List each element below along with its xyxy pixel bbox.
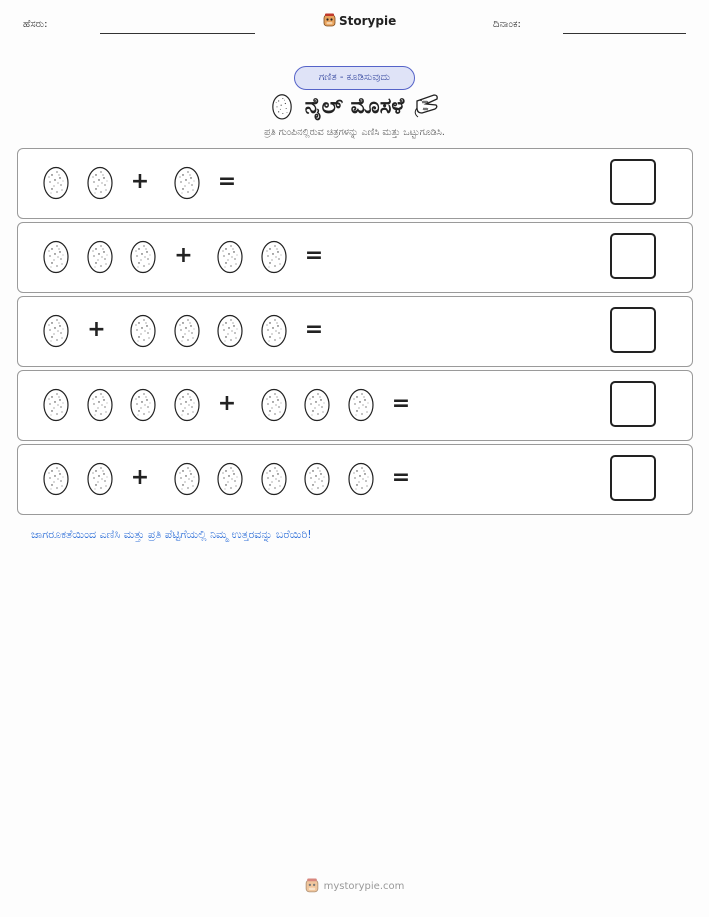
egg-icon: [173, 164, 201, 200]
egg-icon: [42, 164, 70, 200]
problem-row: [17, 148, 693, 219]
egg-icon: [42, 460, 70, 496]
egg-icon: [260, 460, 288, 496]
equals-sign: =: [304, 317, 324, 342]
egg-icon: [303, 386, 331, 422]
plus-sign: +: [174, 243, 193, 268]
egg-icon: [216, 312, 244, 348]
problem-row: [17, 444, 693, 515]
mascot-icon: [323, 13, 336, 28]
date-label: ದಿನಾಂಕ:: [493, 19, 521, 30]
egg-icon: [86, 238, 114, 274]
egg-icon: [42, 312, 70, 348]
egg-icon: [86, 386, 114, 422]
egg-icon: [260, 238, 288, 274]
egg-icon: [173, 386, 201, 422]
egg-icon: [42, 386, 70, 422]
egg-icon: [129, 386, 157, 422]
brand-name: Storypie: [339, 13, 397, 28]
egg-icon: [347, 460, 375, 496]
answer-box[interactable]: [610, 307, 656, 353]
brand-logo: [323, 13, 396, 28]
egg-icon: [347, 386, 375, 422]
egg-icon: [173, 460, 201, 496]
crocodile-head-icon: [414, 91, 440, 121]
plus-sign: +: [130, 169, 150, 194]
plus-sign: +: [130, 465, 150, 490]
egg-icon: [260, 312, 288, 348]
egg-icon: [86, 164, 114, 200]
egg-icon: [216, 460, 244, 496]
instructions-subtitle: ಪ್ರತಿ ಗುಂಪಿನಲ್ಲಿರುವ ಚಿತ್ರಗಳನ್ನು ಎಣಿಸಿ ಮತ್ತು ಒಟ್ಟುಗೂಡಿಸಿ.: [264, 127, 445, 138]
equals-sign: =: [391, 391, 411, 416]
footer: [0, 878, 709, 894]
name-line[interactable]: [100, 33, 255, 34]
problem-row: [17, 296, 693, 367]
answer-box[interactable]: [610, 159, 656, 205]
answer-box[interactable]: [610, 455, 656, 501]
page-title: ನೈಲ್ ಮೊಸಳೆ: [304, 93, 405, 119]
egg-icon: [269, 91, 295, 121]
mascot-icon: [305, 878, 319, 894]
egg-icon: [86, 460, 114, 496]
equals-sign: =: [217, 169, 237, 194]
egg-icon: [173, 312, 201, 348]
egg-icon: [303, 460, 331, 496]
egg-icon: [129, 312, 157, 348]
footer-instruction: ಜಾಗರೂಕತೆಯಿಂದ ಎಣಿಸಿ ಮತ್ತು ಪ್ರತಿ ಪೆಟ್ಟಿಗೆಯಲ್ಲಿ ನಿಮ್ಮ ಉತ್ತರವನ್ನು ಬರೆಯಿರಿ!: [31, 528, 312, 541]
plus-sign: +: [217, 391, 237, 416]
category-badge: ಗಣಿತ - ಕೂಡಿಸುವುದು: [294, 66, 415, 90]
egg-icon: [42, 238, 70, 274]
answer-box[interactable]: [610, 233, 656, 279]
answer-box[interactable]: [610, 381, 656, 427]
problem-row: [17, 222, 693, 293]
egg-icon: [260, 386, 288, 422]
egg-icon: [129, 238, 157, 274]
title-row: [0, 88, 709, 124]
equals-sign: =: [391, 465, 411, 490]
equals-sign: =: [304, 243, 324, 268]
problem-row: [17, 370, 693, 441]
egg-icon: [216, 238, 244, 274]
date-line[interactable]: [563, 33, 686, 34]
footer-site[interactable]: mystorypie.com: [323, 880, 405, 892]
plus-sign: +: [87, 317, 106, 342]
name-label: ಹೆಸರು:: [23, 19, 48, 30]
